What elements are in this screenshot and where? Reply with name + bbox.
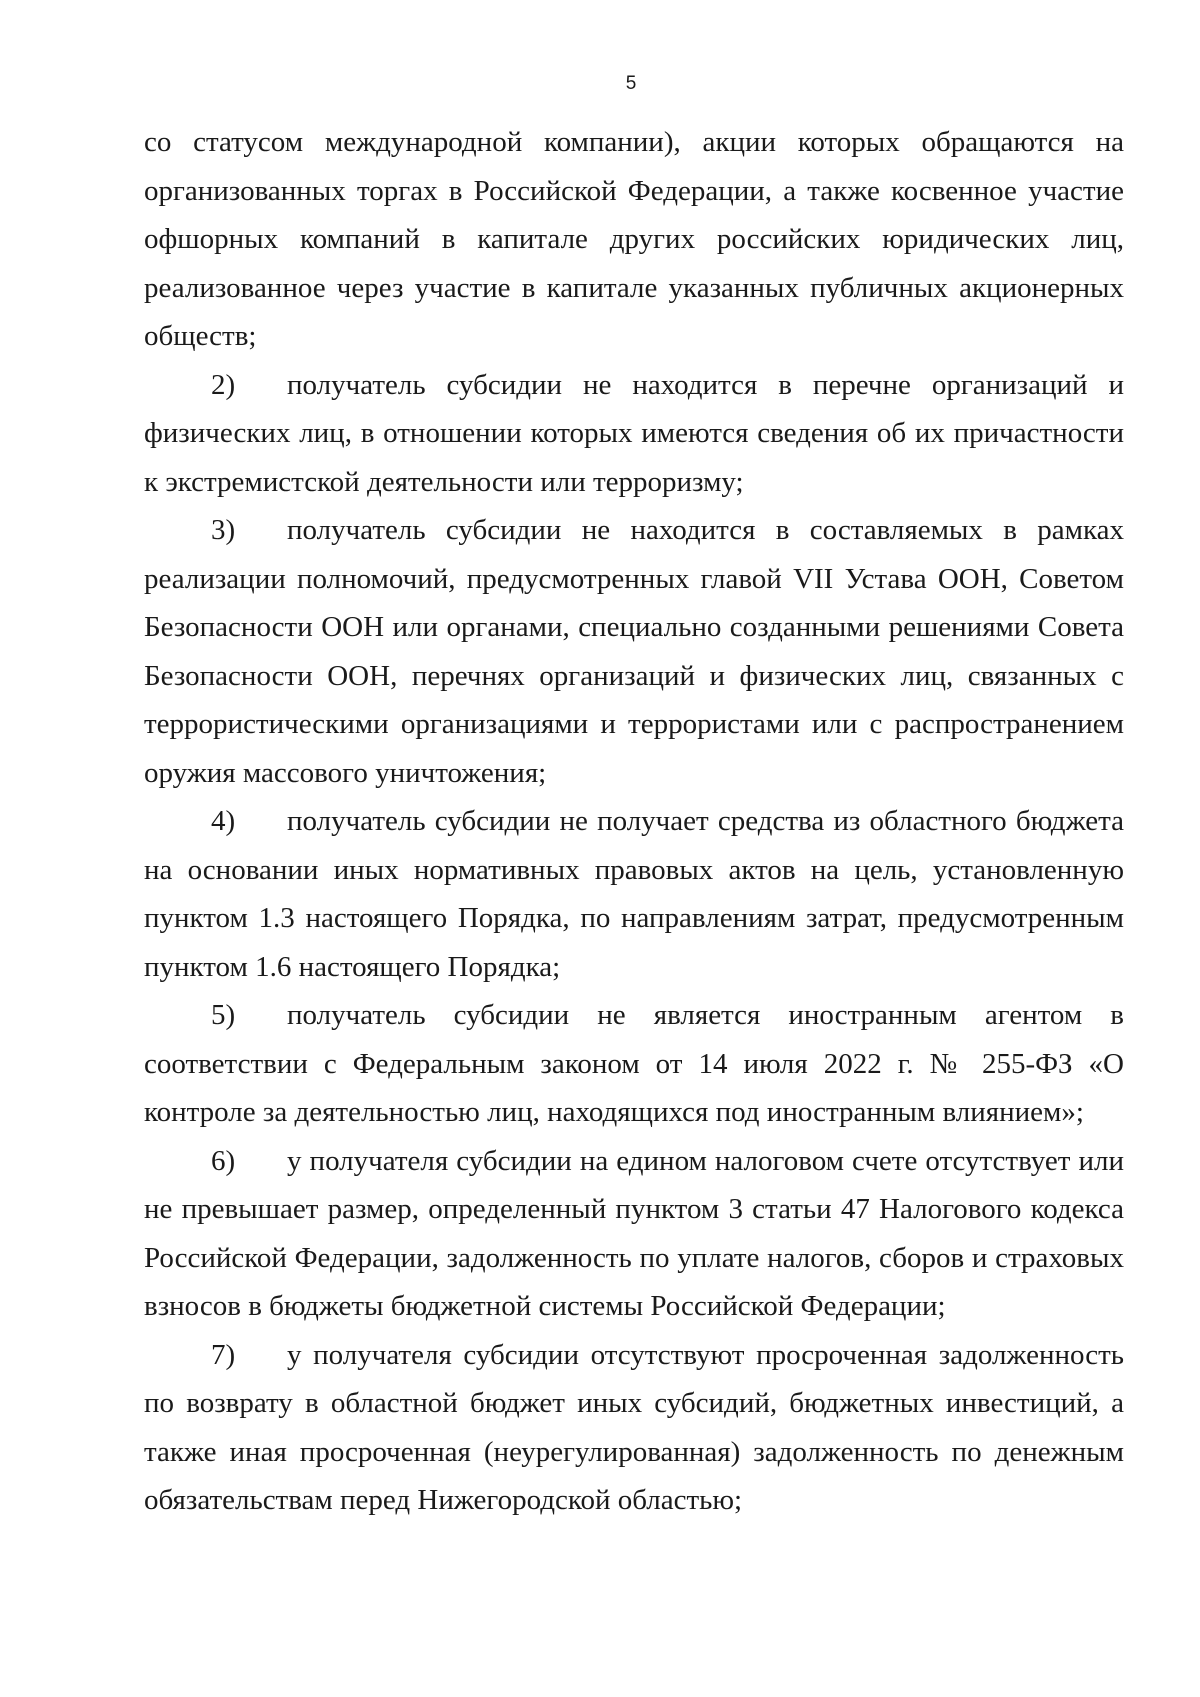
paragraph-continuation: [144, 118, 1124, 361]
list-item-5: [144, 991, 1124, 1137]
list-item-2: [144, 361, 1124, 507]
paragraph-text: у получателя субсидии на едином налоговом счете отсутствует или не превышает размер, определенный пунктом 3 статьи 47 Налогового кодекса Российской Федерации, задолженность по уплате налогов, сборов и страховых взносов в бюджеты бюджетной системы Российской Федерации;: [144, 1144, 1124, 1322]
list-item-4: [144, 797, 1124, 991]
list-item-number: 3): [211, 514, 236, 546]
paragraph-text: получатель субсидии не получает средства из областного бюджета на основании иных нормативных правовых актов на цель, установленную пунктом 1.3 настоящего Порядка, по направлениям затрат, предусмотренным пунктом 1.6 настоящего Порядка;: [144, 805, 1124, 983]
list-item-number: 6): [211, 1144, 236, 1177]
paragraph-text: получатель субсидии не является иностранным агентом в соответствии с Федеральным законом от 14 июля 2022 г. № 255-ФЗ «О контроле за деятельностью лиц, находящихся под иностранным влиянием»;: [144, 999, 1124, 1128]
list-item-number: 4): [211, 805, 236, 837]
paragraph-text: со статусом международной компании), акции которых обращаются на организованных торгах в Российской Федерации, а также косвенное участие офшорных компаний в капитале других российских юридических лиц, реализованное через участие в капитале указанных публичных акционерных обществ;: [144, 126, 1124, 352]
paragraph-text: получатель субсидии не находится в составляемых в рамках реализации полномочий, предусмотренных главой VII Устава ООН, Советом Безопасности ООН или органами, специально созданными решениями Совета Безопасности ООН, перечнях организаций и физических лиц, связанных с террористическими организациями и террористами или с распространением оружия массового уничтожения;: [144, 514, 1124, 789]
page-number: 5: [625, 73, 637, 94]
list-item-number: 7): [211, 1338, 236, 1371]
document-body: [144, 118, 1124, 1525]
list-item-6: [144, 1137, 1124, 1331]
list-item-7: [144, 1331, 1124, 1525]
paragraph-text: у получателя субсидии отсутствуют просроченная задолженность по возврату в областной бюджет иных субсидий, бюджетных инвестиций, а также иная просроченная (неурегулированная) задолженность по денежным обязательствам перед Нижегородской областью;: [144, 1338, 1124, 1516]
list-item-number: 5): [211, 999, 236, 1031]
paragraph-text: получатель субсидии не находится в перечне организаций и физических лиц, в отношении которых имеются сведения об их причастности к экстремистской деятельности или терроризму;: [144, 368, 1124, 498]
list-item-number: 2): [211, 368, 236, 401]
list-item-3: [144, 506, 1124, 797]
